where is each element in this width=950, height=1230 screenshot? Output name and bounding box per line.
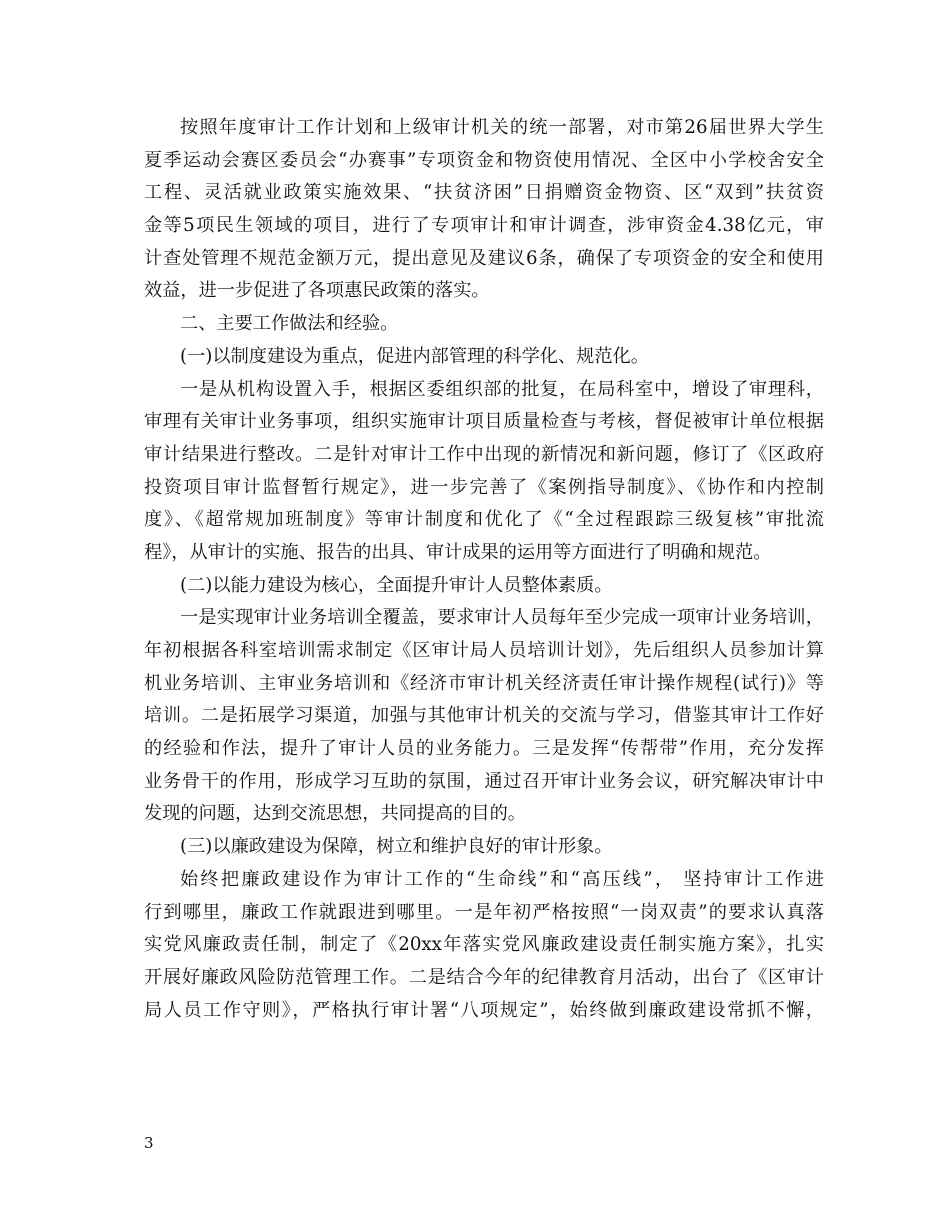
text-line: 培训。二是拓展学习渠道，加强与其他审计机关的交流与学习，借鉴其审计工作好	[144, 705, 824, 727]
text-line: 审计结果进行整改。二是针对审计工作中出现的新情况和新问题，修订了《区政府	[144, 443, 824, 465]
text-line: 审理有关审计业务事项，组织实施审计项目质量检查与考核，督促被审计单位根据	[144, 411, 824, 433]
text-line: 实党风廉政责任制，制定了《20xx年落实党风廉政建设责任制实施方案》，扎实	[144, 934, 824, 956]
text-line: 始终把廉政建设作为审计工作的“生命线”和“高压线”， 坚持审计工作进	[180, 868, 824, 890]
text-line: 计查处管理不规范金额万元，提出意见及建议6条，确保了专项资金的安全和使用	[144, 247, 824, 269]
text-line: 一是实现审计业务培训全覆盖，要求审计人员每年至少完成一项审计业务培训，	[180, 607, 824, 629]
text-line: 机业务培训、主审业务培训和《经济市审计机关经济责任审计操作规程(试行)》等	[144, 672, 824, 694]
text-line: 程》，从审计的实施、报告的出具、审计成果的运用等方面进行了明确和规范。	[144, 541, 772, 563]
text-line: 按照年度审计工作计划和上级审计机关的统一部署，对市第26届世界大学生	[180, 117, 824, 138]
text-line: 局人员工作守则》，严格执行审计署“八项规定”，始终做到廉政建设常抓不懈，	[144, 999, 824, 1021]
text-line: 工程、灵活就业政策实施效果、“扶贫济困”日捐赠资金物资、区“双到”扶贫资	[144, 182, 824, 204]
text-line: 业务骨干的作用，形成学习互助的氛围，通过召开审计业务会议，研究解决审计中	[144, 770, 824, 792]
text-line: 的经验和作法，提升了审计人员的业务能力。三是发挥“传帮带”作用，充分发挥	[144, 738, 824, 760]
text-line: 年初根据各科室培训需求制定《区审计局人员培训计划》，先后组织人员参加计算	[144, 640, 824, 661]
text-line: 夏季运动会赛区委员会“办赛事”专项资金和物资使用情况、全区中小学校舍安全	[144, 149, 824, 171]
text-line: 投资项目审计监督暂行规定》，进一步完善了《案例指导制度》、《协作和内控制	[144, 476, 824, 498]
text-line: 行到哪里，廉政工作就跟进到哪里。一是年初严格按照“一岗双责”的要求认真落	[144, 901, 824, 923]
text-line: 发现的问题，达到交流思想，共同提高的目的。	[144, 803, 526, 825]
text-line: 度》、《超常规加班制度》等审计制度和优化了《“全过程跟踪三级复核”审批流	[144, 509, 824, 531]
text-line: 效益，进一步促进了各项惠民政策的落实。	[144, 280, 490, 302]
text-line: 一是从机构设置入手，根据区委组织部的批复，在局科室中，增设了审理科，	[180, 378, 824, 400]
text-line: 开展好廉政风险防范管理工作。二是结合今年的纪律教育月活动，出台了《区审计	[144, 966, 824, 988]
section-heading: 二、主要工作做法和经验。	[180, 313, 399, 335]
subsection-heading: (二)以能力建设为核心，全面提升审计人员整体素质。	[180, 574, 613, 596]
subsection-heading: (一)以制度建设为重点，促进内部管理的科学化、规范化。	[180, 345, 649, 367]
document-body	[144, 112, 824, 1027]
text-line: 金等5项民生领域的项目，进行了专项审计和审计调查，涉审资金4.38亿元，审	[144, 215, 824, 237]
page-number: 3	[144, 1134, 154, 1152]
subsection-heading: (三)以廉政建设为保障，树立和维护良好的审计形象。	[180, 836, 613, 858]
